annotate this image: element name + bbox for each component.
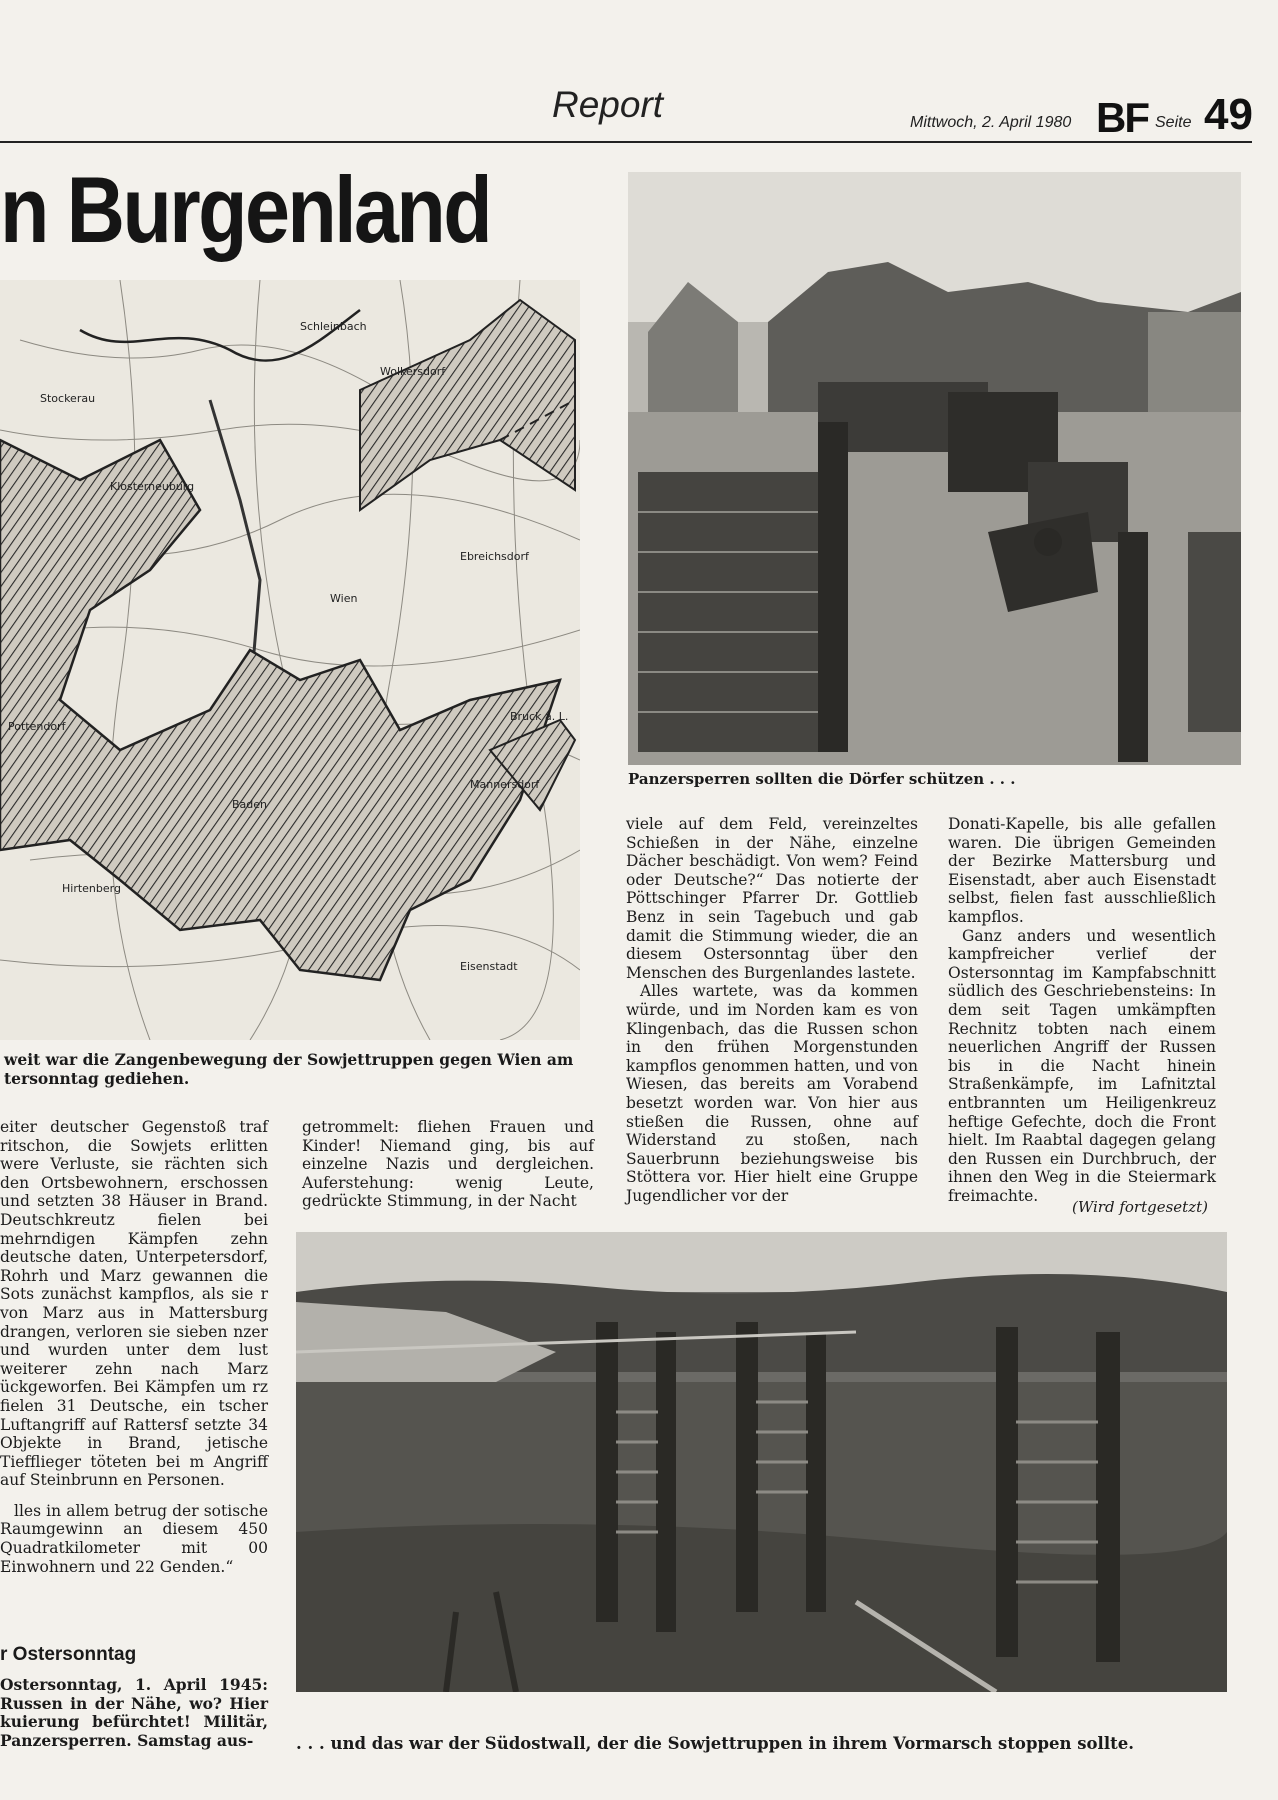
page-number: 49: [1204, 90, 1253, 139]
tank-barrier-photo: [628, 172, 1241, 765]
page-label: Seite: [1155, 114, 1192, 131]
subheading: r Ostersonntag: [0, 1644, 137, 1665]
southeast-wall-photo: [296, 1232, 1227, 1692]
publication-logo: BF: [1096, 94, 1148, 141]
map-label: Baden: [232, 798, 268, 811]
headline: n Burgenland: [0, 157, 491, 262]
paragraph: viele auf dem Feld, vereinzeltes Schießen in der Nähe, einzelne Dächer beschädigt. Von wem? Feind oder Deutsche?“ Das notierte der Pöttschinger Pfarrer Dr. Gottlieb Benz in sein Tagebuch und gab damit die Stimmung wieder, die an diesem Ostersonntag über den Menschen des Burgenlandes lastete.: [626, 815, 918, 982]
paragraph: eiter deutscher Gegenstoß traf ritschon, die Sowjets erlitten were Verluste, sie rächten sich den Ortsbewohnern, erschossen und setzten 38 Häuser in Brand. Deutschkreutz fielen bei mehrndigen Kämpfen zehn deutsche daten, Unterpetersdorf, Rohrh und Marz gewannen die Sots zunächst kampflos, als sie r von Marz aus in Mattersburg drangen, verloren sie sieben nzer und wurden unter dem lust weiterer zehn nach Marz ückgeworfen. Bei Kämpfen um rz fielen 31 Deutsche, ein tscher Luftangriff auf Rattersf setzte 34 Objekte in Brand, jetische Tiefflieger töteten bei m Angriff auf Steinbrunn en Personen.: [0, 1118, 268, 1490]
article-column-1: [0, 1118, 268, 1576]
map-label: Wolkersdorf: [380, 365, 446, 378]
map-label: Schleinbach: [300, 320, 367, 333]
map-label: Pottendorf: [8, 720, 66, 733]
header-rule: [0, 141, 1252, 143]
paragraph: Alles wartete, was da kommen würde, und im Norden kam es von Klingenbach, das die Russen schon in den frühen Morgenstunden kampflos genommen hatten, und von Wiesen, das bereits am Vorabend besetzt worden war. Von hier aus stießen die Russen, ohne auf Widerstand zu stoßen, nach Sauerbrunn beziehungsweise bis Stöttera vor. Hier hielt eine Gruppe Jugendlicher vor der: [626, 982, 918, 1205]
article-column-2: [302, 1118, 594, 1211]
section-title: Report: [552, 84, 664, 125]
map-label: Wien: [330, 592, 358, 605]
map-label: Bruck a. L.: [510, 710, 569, 723]
paragraph: lles in allem betrug der sotische Raumgewinn an diesem 450 Quadratkilometer mit 00 Einwohnern und 22 Genden.“: [0, 1501, 268, 1576]
map-illustration: [0, 280, 580, 1040]
issue-date: Mittwoch, 2. April 1980: [910, 114, 1072, 131]
paragraph: getrommelt: fliehen Frauen und Kinder! Niemand ging, bis auf einzelne Nazis und dergleichen. Auferstehung: wenig Leute, gedrückte Stimmung, in der Nacht: [302, 1118, 594, 1211]
paragraph: Ganz anders und wesentlich kampfreicher verlief der Ostersonntag im Kampfabschnitt südlich des Geschriebensteins: In dem seit Tagen umkämpften Rechnitz tobten nach einem neuerlichen Angriff der Russen bis in die Nacht hinein Straßenkämpfe, im Lafnitztal entbrannten um Heiligenkreuz heftige Gefechte, doch die Front hielt. Im Raabtal dagegen gelang den Russen ein Durchbruch, der ihnen den Weg in die Steiermark freimachte.: [948, 926, 1216, 1205]
map-label: Hirtenberg: [62, 882, 121, 895]
map-label: Klosterneuburg: [110, 480, 195, 493]
article-column-3: [626, 815, 918, 1205]
to-be-continued: (Wird fortgesetzt): [1072, 1198, 1208, 1216]
map-label: Stockerau: [40, 392, 96, 405]
photo2-caption: . . . und das war der Südostwall, der die Sowjettruppen in ihrem Vormarsch stoppen sollte.: [296, 1734, 1134, 1753]
map-label: Eisenstadt: [460, 960, 518, 973]
map-label: Mannersdorf: [470, 778, 540, 791]
paragraph: Ostersonntag, 1. April 1945: Russen in der Nähe, wo? Hier kuierung befürchtet! Militär, Panzersperren. Samstag aus-: [0, 1675, 268, 1750]
article-column-4: [948, 815, 1216, 1205]
map-figure: [0, 280, 580, 1040]
map-label: Ebreichsdorf: [460, 550, 529, 563]
photo1-caption: Panzersperren sollten die Dörfer schützen . . .: [628, 770, 1016, 788]
map-caption: weit war die Zangenbewegung der Sowjettruppen gegen Wien am tersonntag gediehen.: [4, 1050, 574, 1088]
paragraph: Donati-Kapelle, bis alle gefallen waren. Die übrigen Gemeinden der Bezirke Mattersburg und Eisenstadt, aber auch Eisenstadt selbst, fielen fast ausschließlich kampflos.: [948, 815, 1216, 926]
article-column-5: [0, 1676, 268, 1750]
